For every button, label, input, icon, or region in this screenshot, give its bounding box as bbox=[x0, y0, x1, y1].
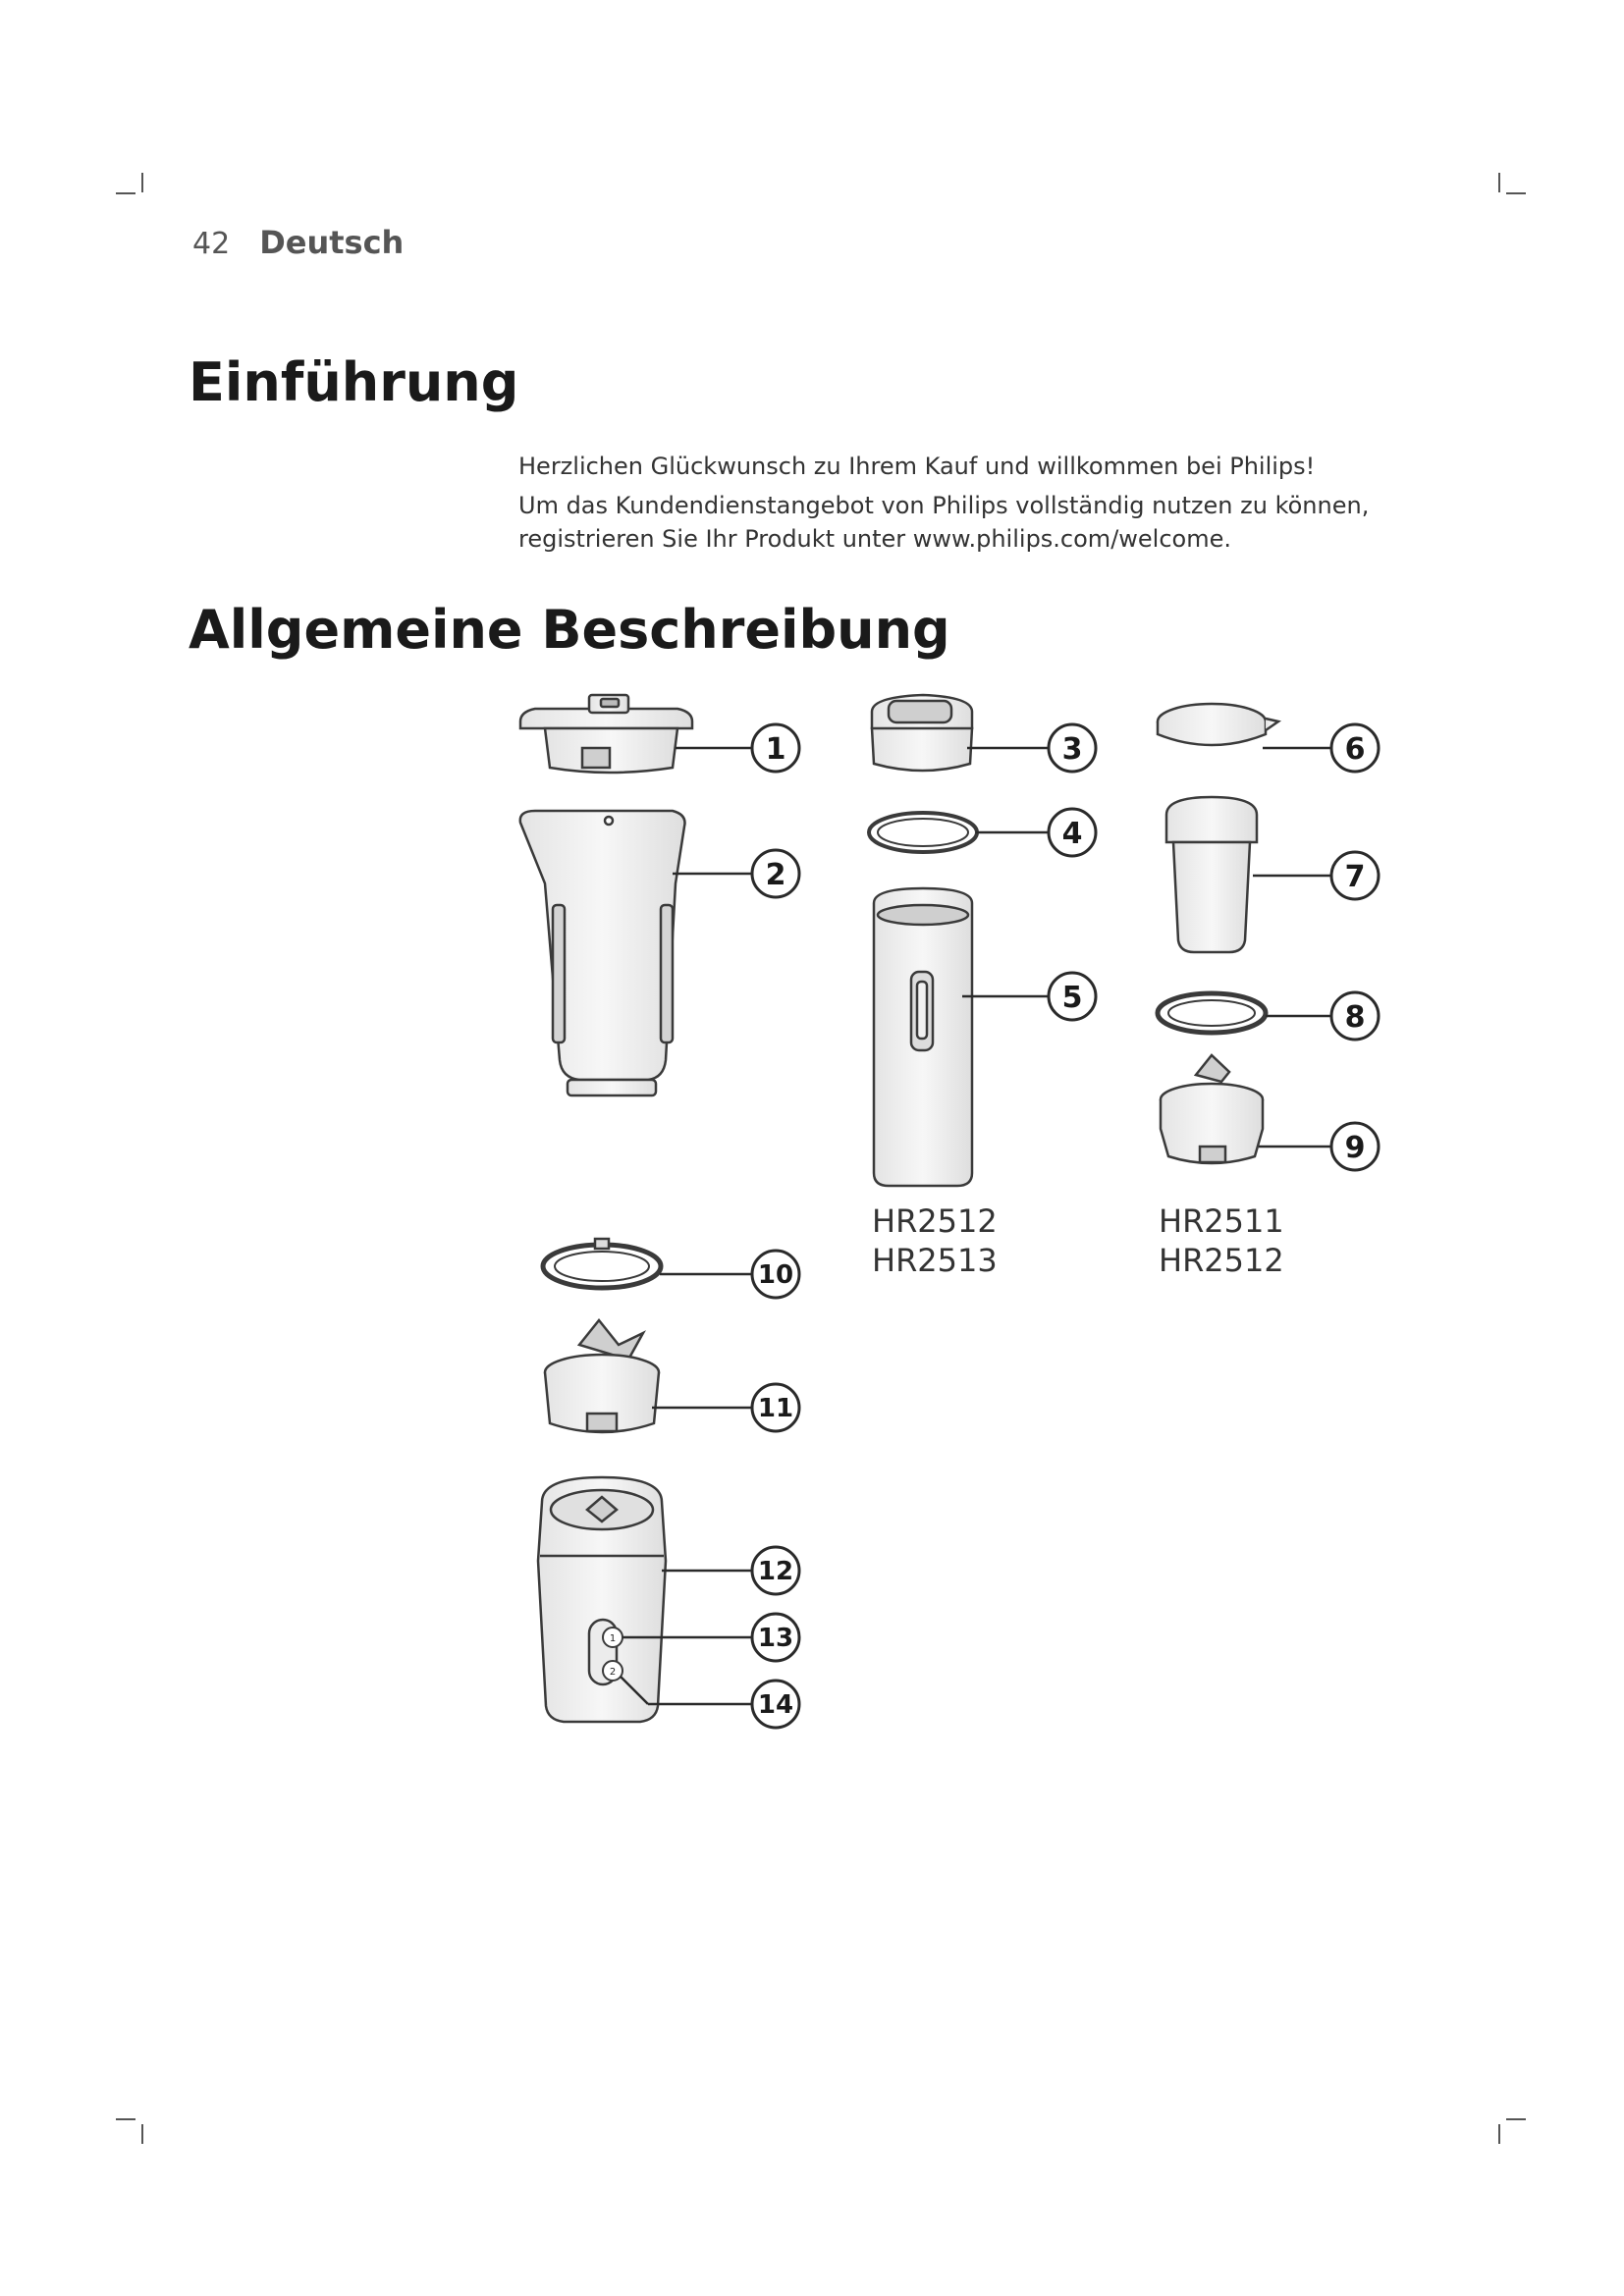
part-seal-ring-icon bbox=[869, 813, 977, 852]
part-ring-icon bbox=[543, 1239, 661, 1288]
part-small-cup-icon bbox=[1166, 797, 1257, 952]
models-right bbox=[1159, 1201, 1284, 1280]
model-hr2511: HR2511 bbox=[1159, 1202, 1284, 1240]
callout-4: 4 bbox=[1061, 817, 1083, 851]
model-hr2512-middle: HR2512 bbox=[872, 1202, 998, 1240]
part-seal-ring-small-icon bbox=[1158, 993, 1266, 1033]
page-number: 42 bbox=[192, 227, 231, 261]
callout-9: 9 bbox=[1344, 1131, 1366, 1165]
part-motor-unit-icon bbox=[538, 1477, 666, 1722]
part-blade-unit-small-icon bbox=[1161, 1055, 1263, 1163]
callout-14: 14 bbox=[757, 1690, 794, 1720]
intro-paragraph-1: Herzlichen Glückwunsch zu Ihrem Kauf und willkommen bei Philips! bbox=[518, 453, 1316, 480]
callout-7: 7 bbox=[1344, 860, 1366, 894]
model-hr2512-right: HR2512 bbox=[1159, 1242, 1284, 1279]
callout-5: 5 bbox=[1061, 981, 1083, 1015]
description-title: Allgemeine Beschreibung bbox=[189, 599, 950, 661]
part-lid-icon bbox=[520, 695, 692, 773]
intro-paragraph-2-line-2: registrieren Sie Ihr Produkt unter www.philips.com/welcome. bbox=[518, 525, 1231, 553]
page-language: Deutsch bbox=[259, 224, 405, 261]
part-travel-bottle-icon bbox=[874, 888, 972, 1186]
intro-title: Einführung bbox=[189, 351, 519, 413]
part-blender-jar-icon bbox=[520, 811, 685, 1095]
callout-12: 12 bbox=[757, 1557, 794, 1586]
callout-10: 10 bbox=[757, 1260, 794, 1290]
part-small-lid-icon bbox=[1158, 704, 1278, 745]
callout-6: 6 bbox=[1344, 732, 1366, 767]
intro-paragraph-2-line-1: Um das Kundendienstangebot von Philips vollständig nutzen zu können, bbox=[518, 492, 1370, 519]
callout-11: 11 bbox=[757, 1394, 794, 1423]
callout-3: 3 bbox=[1061, 732, 1083, 767]
models-middle bbox=[872, 1201, 998, 1280]
button-1-label: 1 bbox=[609, 1633, 617, 1644]
model-hr2513: HR2513 bbox=[872, 1242, 998, 1279]
callout-13: 13 bbox=[757, 1624, 794, 1653]
callout-2: 2 bbox=[765, 858, 786, 892]
callout-8: 8 bbox=[1344, 1000, 1366, 1035]
callout-1: 1 bbox=[765, 732, 786, 767]
part-blade-unit-icon bbox=[545, 1320, 659, 1432]
button-2-label: 2 bbox=[609, 1667, 617, 1678]
part-travel-lid-icon bbox=[872, 695, 972, 771]
